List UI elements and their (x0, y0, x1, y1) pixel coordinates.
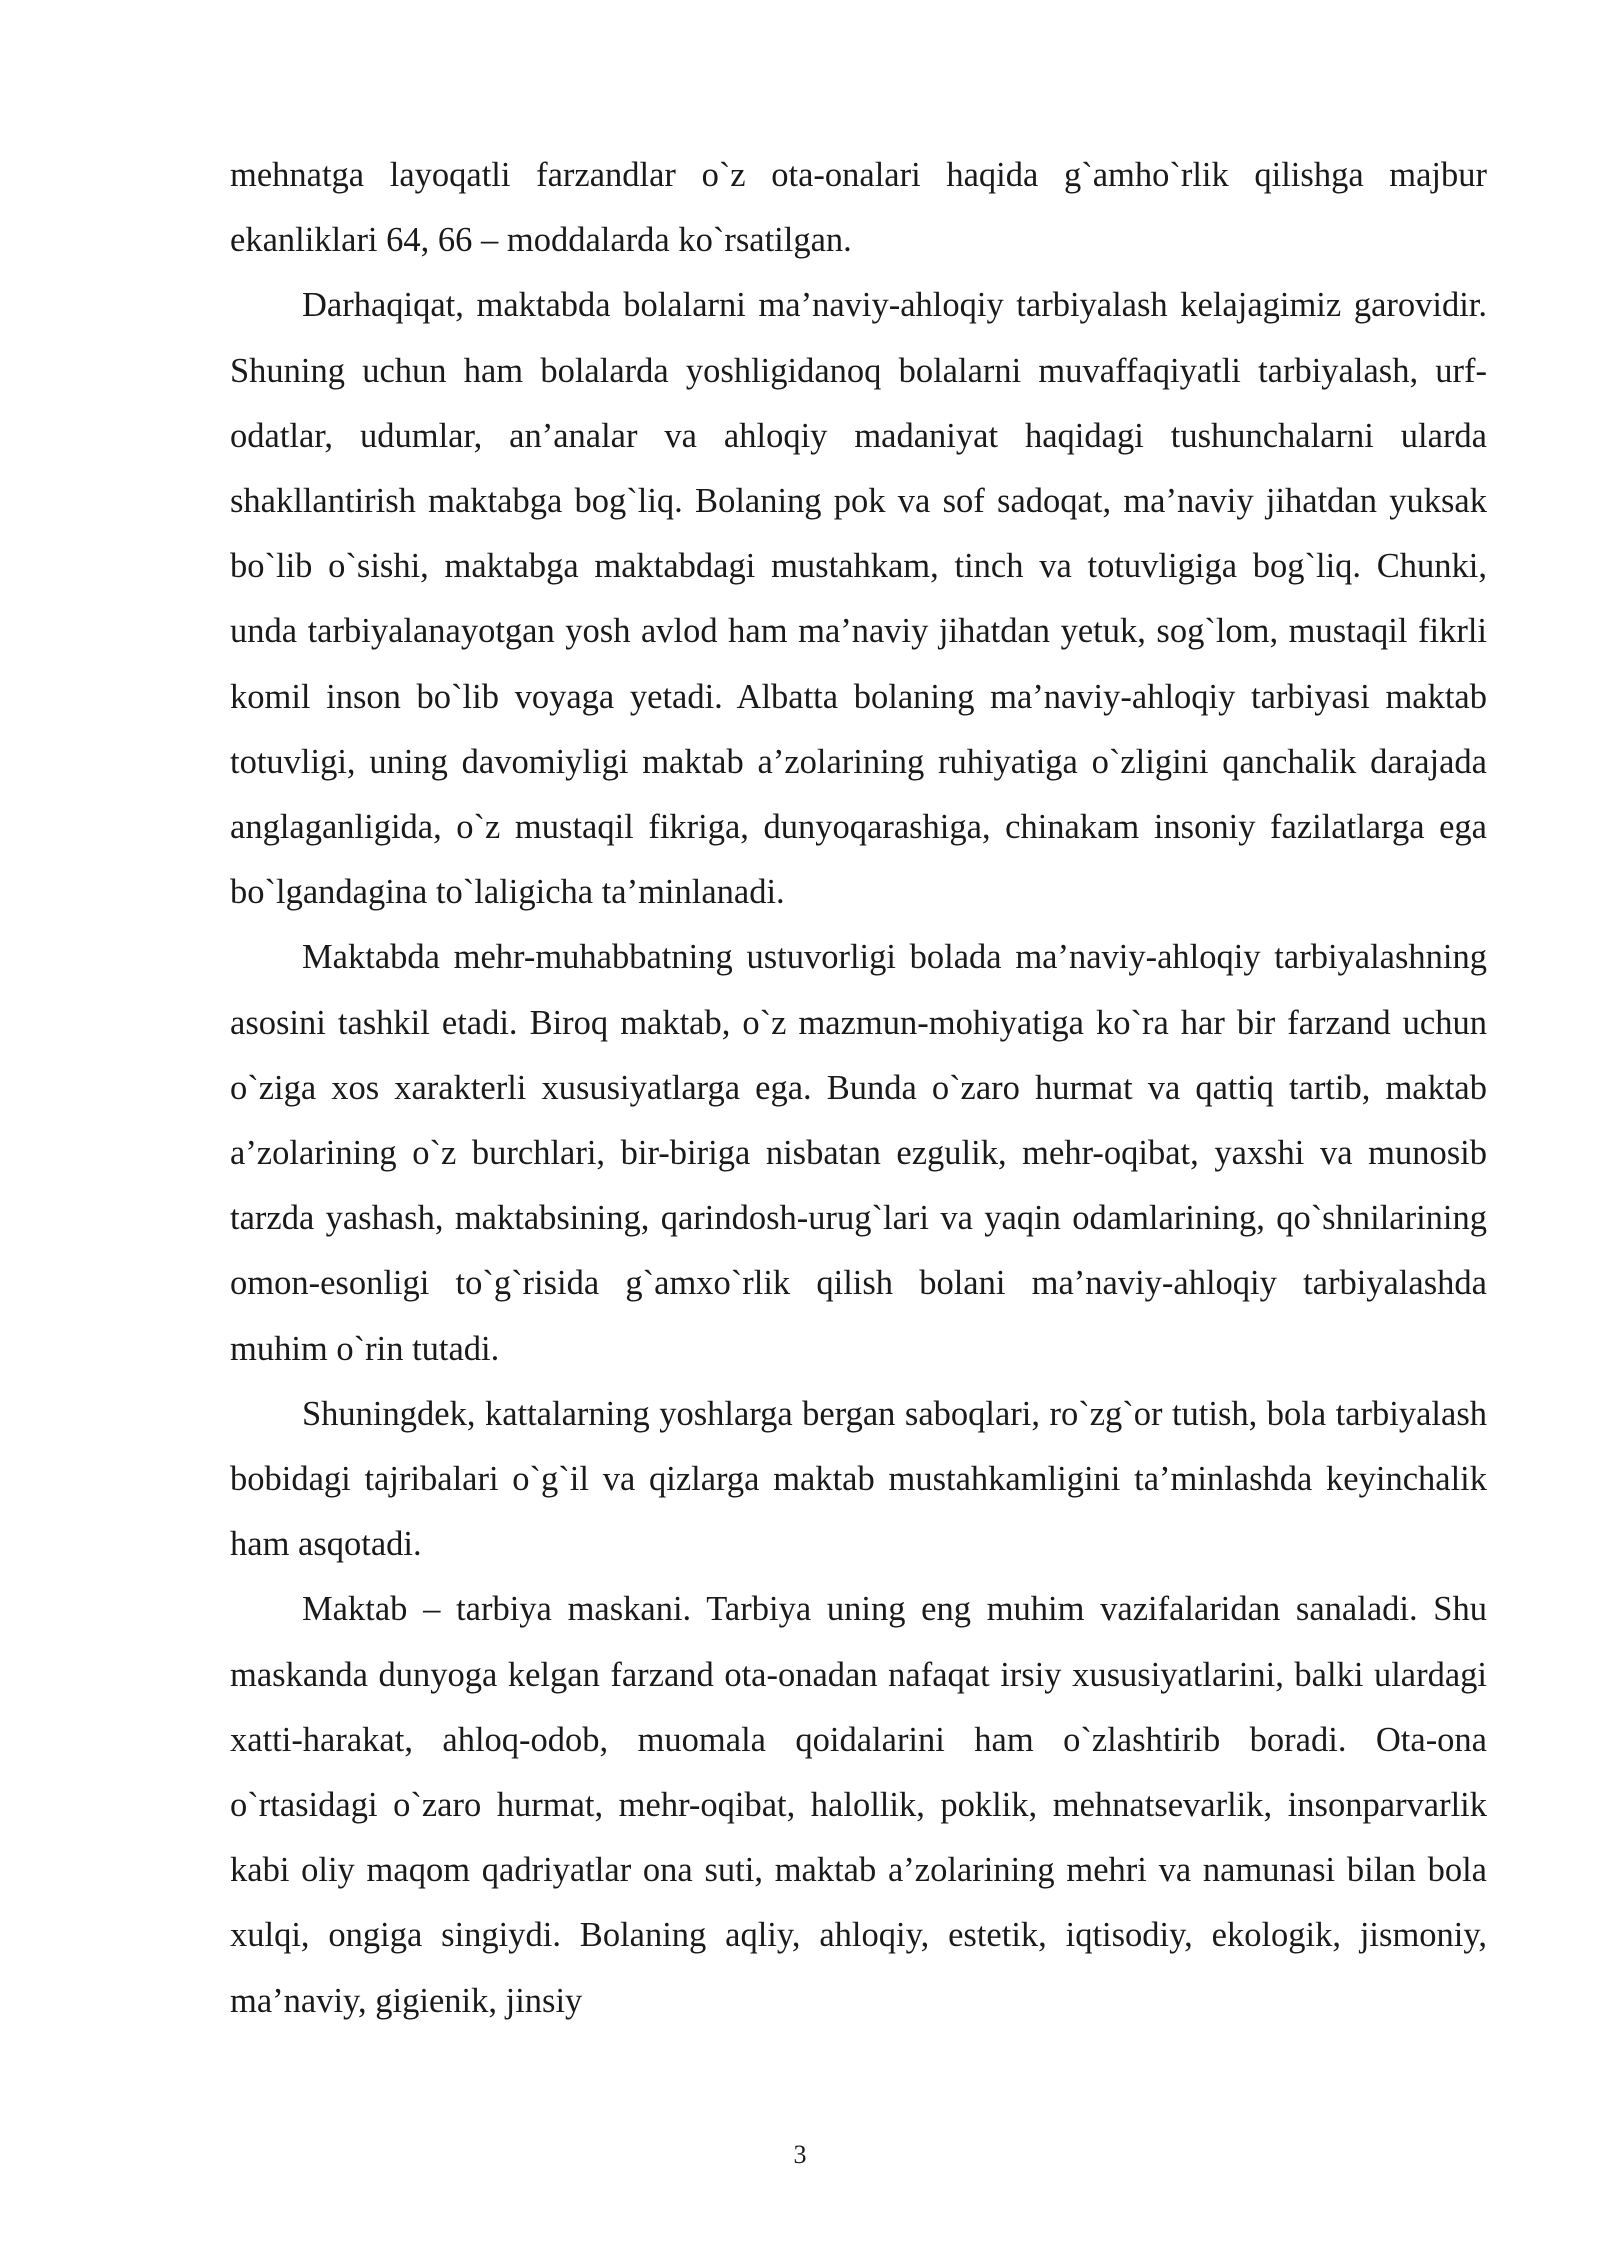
page-number: 3 (793, 2140, 807, 2169)
paragraph: Maktab – tarbiya maskani. Tarbiya uning eng muhim vazifalaridan sanaladi. Shu maskanda dunyoga kelgan farzand ota-onadan nafaqat irsiy xususiyatlarini, balki ulardagi xatti-harakat, ahloq-odob, muomala qoidalarini ham o`zlashtirib boradi. Ota-ona o`rtasidagi o`zaro hurmat, mehr-oqibat, halollik, poklik, mehnatsevarlik, insonparvarlik kabi oliy maqom qadriyatlar ona suti, maktab a’zolarining mehri va namunasi bilan bola xulqi, ongiga singiydi. Bolaning aqliy, ahloqiy, estetik, iqtisodiy, ekologik, jismoniy, ma’naviy, gigienik, jinsiy (230, 1590, 1487, 2020)
paragraph-continuation: mehnatga layoqatli farzandlar o`z ota-onalari haqida g`amho`rlik qilishga majbur ekanliklari 64, 66 – moddalarda ko`rsatilgan. (230, 156, 1487, 260)
paragraph: Darhaqiqat, maktabda bolalarni ma’naviy-ahloqiy tarbiyalash kelajagimiz garovidir. Shuning uchun ham bolalarda yoshligidanoq bolalarni muvaffaqiyatli tarbiyalash, urf-odatlar, udumlar, an’analar va ahloqiy madaniyat haqidagi tushunchalarni ularda shakllantirish maktabga bog`liq. Bolaning pok va sof sadoqat, ma’naviy jihatdan yuksak bo`lib o`sishi, maktabga maktabdagi mustahkam, tinch va totuvligiga bog`liq. Chunki, unda tarbiyalanayotgan yosh avlod ham ma’naviy jihatdan yetuk, sog`lom, mustaqil fikrli komil inson bo`lib voyaga yetadi. Albatta bolaning ma’naviy-ahloqiy tarbiyasi maktab totuvligi, uning davomiyligi maktab a’zolarining ruhiyatiga o`zligini qanchalik darajada anglaganligida, o`z mustaqil fikriga, dunyoqarashiga, chinakam insoniy fazilatlarga ega bo`lgandagina to`laligicha ta’minlanadi. (230, 286, 1487, 912)
paragraph: Maktabda mehr-muhabbatning ustuvorligi bolada ma’naviy-ahloqiy tarbiyalashning asosini tashkil etadi. Biroq maktab, o`z mazmun-mohiyatiga ko`ra har bir farzand uchun o`ziga xos xarakterli xususiyatlarga ega. Bunda o`zaro hurmat va qattiq tartib, maktab a’zolarining o`z burchlari, bir-biriga nisbatan ezgulik, mehr-oqibat, yaxshi va munosib tarzda yashash, maktabsining, qarindosh-urug`lari va yaqin odamlarining, qo`shnilarining omon-esonligi to`g`risida g`amxo`rlik qilish bolani ma’naviy-ahloqiy tarbiyalashda muhim o`rin tutadi. (230, 938, 1487, 1368)
paragraph: Shuningdek, kattalarning yoshlarga bergan saboqlari, ro`zg`or tutish, bola tarbiyalash bobidagi tajribalari o`g`il va qizlarga maktab mustahkamligini ta’minlashda keyinchalik ham asqotadi. (230, 1394, 1487, 1564)
body-text (230, 143, 1487, 2034)
